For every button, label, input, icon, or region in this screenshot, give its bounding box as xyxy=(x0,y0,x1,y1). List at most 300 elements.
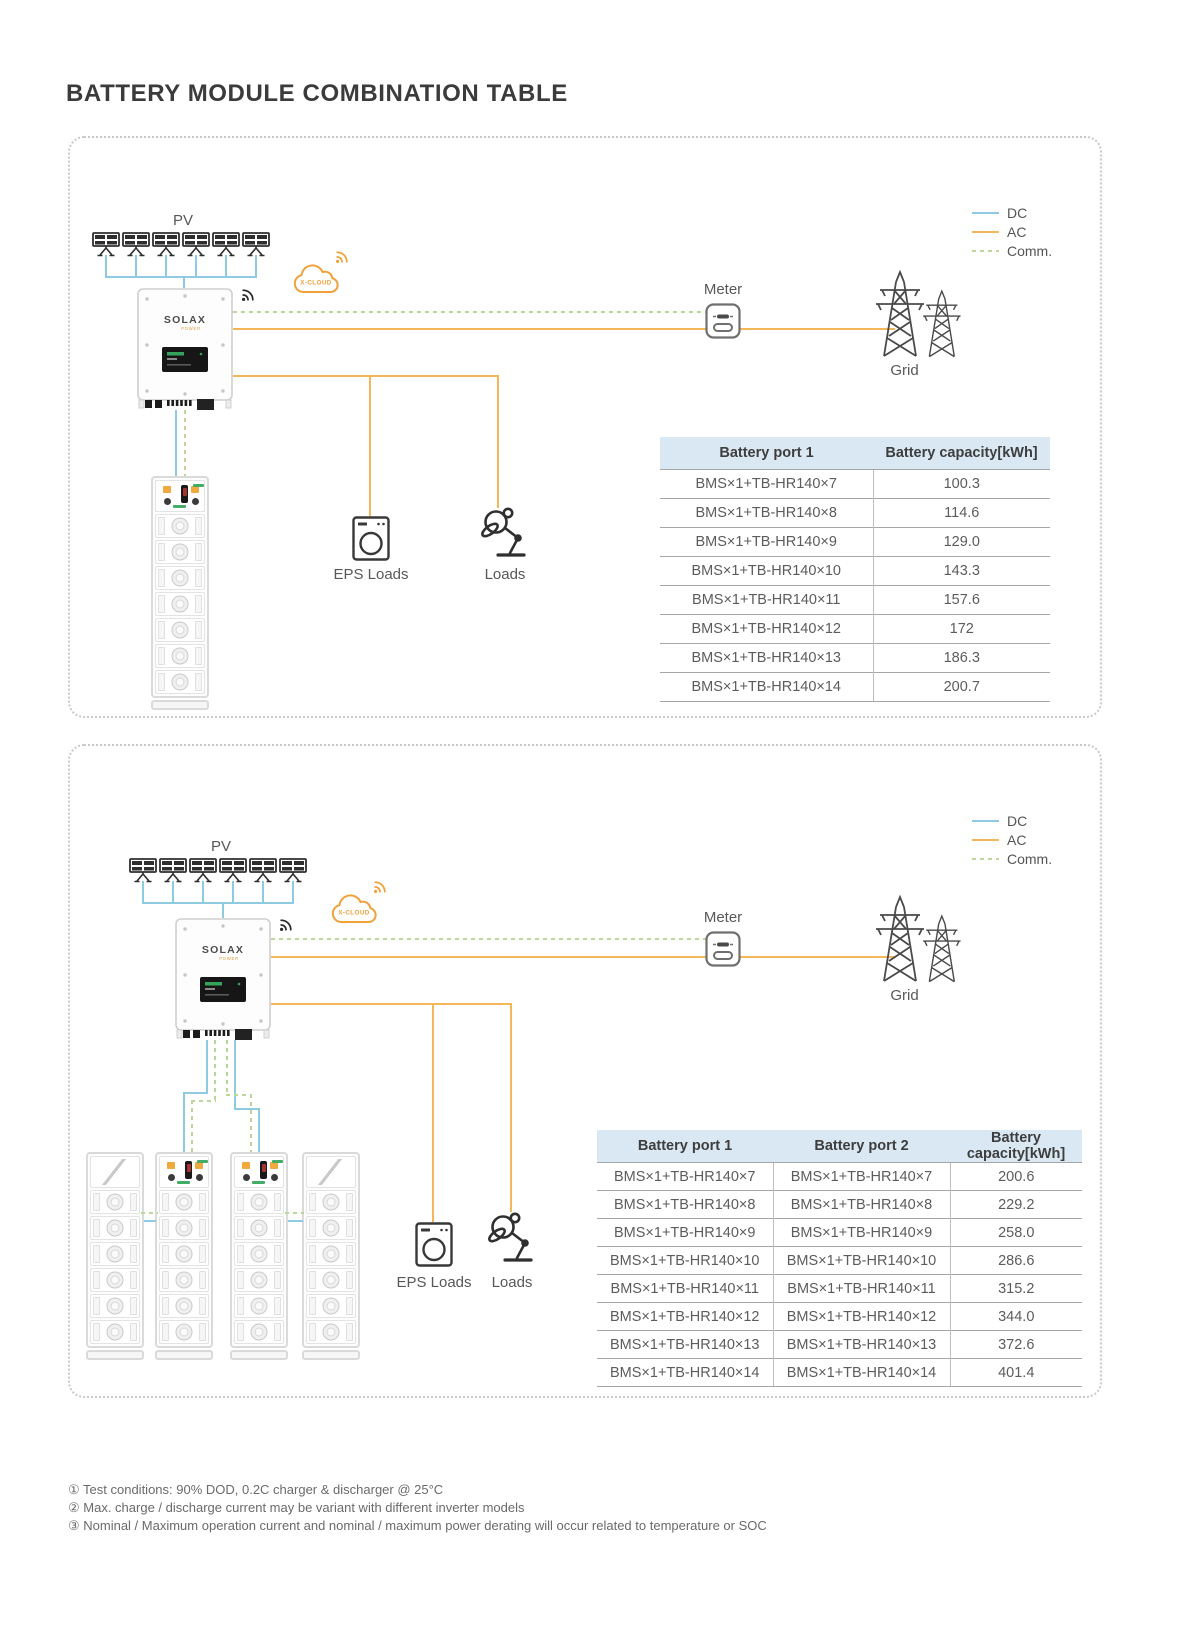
ac-line xyxy=(497,375,499,508)
bms-knob xyxy=(168,1174,175,1181)
bms-switch xyxy=(260,1161,267,1179)
table-cell: BMS×1+TB-HR140×11 xyxy=(597,1275,773,1303)
bms-connector xyxy=(272,1160,283,1163)
bms-button xyxy=(242,1162,250,1169)
dc-line-sample xyxy=(972,820,999,822)
bms-knob xyxy=(164,498,171,505)
table-row xyxy=(660,673,1050,702)
fan-icon xyxy=(251,1246,268,1263)
table-cell: 286.6 xyxy=(950,1247,1082,1275)
loads-label: Loads xyxy=(491,1274,533,1291)
table-cell: 114.6 xyxy=(873,499,1050,528)
rack-base xyxy=(86,1350,144,1360)
pv-panel-icon xyxy=(212,232,240,278)
legend xyxy=(972,206,1052,258)
table-cell: 100.3 xyxy=(873,470,1050,499)
table-cell: BMS×1+TB-HR140×7 xyxy=(773,1163,950,1191)
eps-loads-icon xyxy=(415,1222,453,1272)
table-cell: 200.6 xyxy=(950,1163,1082,1191)
comm-line xyxy=(226,1040,228,1096)
fan-icon xyxy=(172,674,189,691)
table-row xyxy=(597,1331,1082,1359)
ac-line xyxy=(510,1003,512,1212)
module-handle xyxy=(309,1219,316,1237)
battery-module xyxy=(234,1216,284,1240)
battery-combination-table-2 xyxy=(597,1130,1082,1387)
meter-shape xyxy=(705,303,741,339)
bms-button xyxy=(270,1162,278,1169)
table-cell: BMS×1+TB-HR140×14 xyxy=(773,1359,950,1387)
legend-comm-label: Comm. xyxy=(1007,851,1053,867)
module-handle xyxy=(93,1245,100,1263)
module-handle xyxy=(130,1323,137,1341)
table-cell: BMS×1+TB-HR140×13 xyxy=(773,1331,950,1359)
column-header: Battery port 1 xyxy=(597,1130,773,1163)
module-handle xyxy=(274,1193,281,1211)
blank-cap xyxy=(90,1156,140,1188)
module-handle xyxy=(158,595,165,613)
grid-label: Grid xyxy=(890,362,919,379)
battery-module xyxy=(90,1242,140,1266)
module-handle xyxy=(237,1297,244,1315)
battery-module xyxy=(306,1190,356,1214)
module-handle xyxy=(199,1323,206,1341)
table-cell: 372.6 xyxy=(950,1331,1082,1359)
bms-knob xyxy=(243,1174,250,1181)
module-handle xyxy=(237,1219,244,1237)
loads-icon xyxy=(479,505,531,566)
fan-icon xyxy=(323,1220,340,1237)
pv-panel-icon xyxy=(92,232,120,278)
comm-line-sample xyxy=(972,858,999,860)
battery-module xyxy=(155,644,205,668)
fan-icon xyxy=(176,1194,193,1211)
module-handle xyxy=(130,1271,137,1289)
fan-icon xyxy=(172,622,189,639)
module-handle xyxy=(195,673,202,691)
dc-line xyxy=(222,902,224,918)
battery-rack xyxy=(151,476,209,698)
table-cell: BMS×1+TB-HR140×10 xyxy=(597,1247,773,1275)
ac-line xyxy=(271,1003,512,1005)
comm-line xyxy=(184,410,186,476)
table-cell: 344.0 xyxy=(950,1303,1082,1331)
washing-machine-shape xyxy=(415,1222,453,1267)
table-row xyxy=(660,528,1050,557)
table-row xyxy=(660,557,1050,586)
module-handle xyxy=(274,1323,281,1341)
table-row xyxy=(660,586,1050,615)
table-cell: BMS×1+TB-HR140×8 xyxy=(773,1191,950,1219)
blank-cap xyxy=(306,1156,356,1188)
battery-module xyxy=(159,1242,209,1266)
battery-stack xyxy=(86,1152,144,1360)
bms-connector xyxy=(177,1181,190,1184)
module-handle xyxy=(130,1193,137,1211)
module-handle xyxy=(195,517,202,535)
dc-line xyxy=(144,1220,156,1222)
battery-rack xyxy=(230,1152,288,1348)
ac-line xyxy=(271,956,895,958)
fan-icon xyxy=(251,1324,268,1341)
fan-icon xyxy=(107,1246,124,1263)
battery-module xyxy=(155,592,205,616)
bms-switch xyxy=(181,485,188,503)
table-cell: 129.0 xyxy=(873,528,1050,557)
table-cell: 315.2 xyxy=(950,1275,1082,1303)
inverter-shape xyxy=(175,918,271,1040)
table-cell: 172 xyxy=(873,615,1050,644)
pv-label: PV xyxy=(210,838,231,855)
pv-panel-icon xyxy=(122,232,150,278)
battery-module xyxy=(155,566,205,590)
fan-icon xyxy=(172,570,189,587)
battery-module xyxy=(159,1320,209,1344)
table-cell: 258.0 xyxy=(950,1219,1082,1247)
inverter xyxy=(137,288,233,415)
rack-base xyxy=(151,700,209,710)
module-handle xyxy=(309,1297,316,1315)
meter-icon xyxy=(705,931,741,972)
grid-icon xyxy=(870,891,970,992)
fan-icon xyxy=(251,1220,268,1237)
battery-module xyxy=(306,1242,356,1266)
dc-line xyxy=(234,1040,236,1110)
module-handle xyxy=(346,1193,353,1211)
legend-ac xyxy=(972,833,1052,847)
module-handle xyxy=(199,1193,206,1211)
table-row xyxy=(660,615,1050,644)
table-row xyxy=(660,644,1050,673)
table-row xyxy=(597,1219,1082,1247)
bms-button xyxy=(167,1162,175,1169)
eps-loads-label: EPS Loads xyxy=(396,1274,472,1291)
inverter-brand: SOLAX xyxy=(201,944,245,956)
battery-module xyxy=(234,1190,284,1214)
ac-line xyxy=(369,375,371,516)
table-row xyxy=(660,499,1050,528)
svg-text:X-CLOUD: X-CLOUD xyxy=(300,279,332,287)
inverter-shape xyxy=(137,288,233,410)
dc-line xyxy=(258,1108,260,1152)
table-row xyxy=(597,1163,1082,1191)
legend-comm-label: Comm. xyxy=(1007,243,1053,259)
bms-connector xyxy=(193,484,204,487)
battery-stack xyxy=(151,476,209,710)
inverter-brand: SOLAX xyxy=(163,314,207,326)
footnote: ① Test conditions: 90% DOD, 0.2C charger & discharger @ 25°C xyxy=(68,1482,444,1497)
fan-icon xyxy=(176,1272,193,1289)
footnotes xyxy=(68,1481,767,1535)
module-handle xyxy=(346,1245,353,1263)
battery-module xyxy=(234,1320,284,1344)
table-cell: BMS×1+TB-HR140×10 xyxy=(660,557,873,586)
meter-label: Meter xyxy=(703,281,743,298)
meter-label: Meter xyxy=(703,909,743,926)
battery-module xyxy=(234,1268,284,1292)
table-cell: BMS×1+TB-HR140×7 xyxy=(597,1163,773,1191)
module-handle xyxy=(162,1271,169,1289)
pv-panel-icon xyxy=(182,232,210,278)
rack-base xyxy=(230,1350,288,1360)
legend-dc-label: DC xyxy=(1007,813,1028,829)
pv-panel-icon xyxy=(189,858,217,904)
wifi-waves xyxy=(334,249,350,265)
loads-icon xyxy=(486,1210,538,1271)
module-handle xyxy=(158,647,165,665)
dc-line xyxy=(183,1092,208,1094)
battery-module xyxy=(155,540,205,564)
grid-towers xyxy=(870,266,970,362)
wifi-waves xyxy=(372,879,388,895)
table-header-row xyxy=(660,437,1050,470)
module-handle xyxy=(162,1193,169,1211)
battery-module xyxy=(155,670,205,694)
battery-module xyxy=(155,618,205,642)
table-cell: 200.7 xyxy=(873,673,1050,702)
table-cell: BMS×1+TB-HR140×12 xyxy=(597,1303,773,1331)
bms-knob xyxy=(196,1174,203,1181)
fan-icon xyxy=(251,1272,268,1289)
bms-unit xyxy=(159,1156,209,1188)
fan-icon xyxy=(107,1220,124,1237)
bms-connector xyxy=(197,1160,208,1163)
battery-rack xyxy=(302,1152,360,1348)
battery-module xyxy=(155,514,205,538)
pv-panel-icon xyxy=(219,858,247,904)
inverter xyxy=(175,918,271,1045)
table-cell: BMS×1+TB-HR140×13 xyxy=(597,1331,773,1359)
battery-rack xyxy=(86,1152,144,1348)
bms-button xyxy=(163,486,171,493)
page-title: BATTERY MODULE COMBINATION TABLE xyxy=(66,80,568,107)
table-header-row xyxy=(597,1130,1082,1163)
table-cell: BMS×1+TB-HR140×9 xyxy=(773,1219,950,1247)
module-handle xyxy=(158,517,165,535)
legend-ac-label: AC xyxy=(1007,224,1027,240)
fan-icon xyxy=(323,1194,340,1211)
module-handle xyxy=(237,1245,244,1263)
wifi-icon xyxy=(240,287,256,308)
module-handle xyxy=(195,621,202,639)
loads-label: Loads xyxy=(484,566,526,583)
column-header: Battery port 2 xyxy=(773,1130,950,1163)
module-handle xyxy=(199,1219,206,1237)
battery-module xyxy=(306,1268,356,1292)
wifi-waves xyxy=(240,287,256,303)
table-row xyxy=(597,1359,1082,1387)
table-cell: 401.4 xyxy=(950,1359,1082,1387)
module-handle xyxy=(130,1245,137,1263)
module-handle xyxy=(195,595,202,613)
legend-dc xyxy=(972,206,1052,220)
table-cell: BMS×1+TB-HR140×9 xyxy=(597,1219,773,1247)
lamp-shape xyxy=(479,505,531,561)
bms-unit xyxy=(155,480,205,512)
dc-line xyxy=(234,1108,260,1110)
module-handle xyxy=(93,1323,100,1341)
battery-module xyxy=(90,1320,140,1344)
footnote: ③ Nominal / Maximum operation current and nominal / maximum power derating will occur related to temperature or SOC xyxy=(68,1518,767,1533)
module-handle xyxy=(309,1193,316,1211)
table-cell: BMS×1+TB-HR140×11 xyxy=(660,586,873,615)
battery-module xyxy=(306,1320,356,1344)
bms-button xyxy=(195,1162,203,1169)
battery-stack xyxy=(155,1152,213,1360)
fan-icon xyxy=(107,1324,124,1341)
module-handle xyxy=(93,1271,100,1289)
module-handle xyxy=(274,1245,281,1263)
lamp-shape xyxy=(486,1210,538,1266)
module-handle xyxy=(346,1271,353,1289)
dc-line xyxy=(183,1092,185,1152)
comm-line xyxy=(250,1094,252,1152)
ac-line-sample xyxy=(972,231,999,233)
module-handle xyxy=(274,1271,281,1289)
battery-module xyxy=(306,1294,356,1318)
rack-base xyxy=(302,1350,360,1360)
table-cell: BMS×1+TB-HR140×13 xyxy=(660,644,873,673)
battery-module xyxy=(90,1268,140,1292)
battery-module xyxy=(234,1294,284,1318)
fan-icon xyxy=(176,1246,193,1263)
table-cell: BMS×1+TB-HR140×7 xyxy=(660,470,873,499)
fan-icon xyxy=(107,1272,124,1289)
module-handle xyxy=(346,1219,353,1237)
table-row xyxy=(597,1247,1082,1275)
table-row xyxy=(597,1303,1082,1331)
grid-label: Grid xyxy=(890,987,919,1004)
module-handle xyxy=(237,1323,244,1341)
module-handle xyxy=(93,1193,100,1211)
comm-line xyxy=(191,1100,193,1152)
battery-module xyxy=(234,1242,284,1266)
table-row xyxy=(597,1275,1082,1303)
table-cell: BMS×1+TB-HR140×11 xyxy=(773,1275,950,1303)
module-handle xyxy=(309,1323,316,1341)
fan-icon xyxy=(172,544,189,561)
module-handle xyxy=(158,621,165,639)
column-header: Battery port 1 xyxy=(660,437,873,470)
module-handle xyxy=(162,1297,169,1315)
column-header: Battery capacity[kWh] xyxy=(873,437,1050,470)
table-cell: BMS×1+TB-HR140×14 xyxy=(660,673,873,702)
table-cell: 143.3 xyxy=(873,557,1050,586)
battery-stack xyxy=(302,1152,360,1360)
module-handle xyxy=(309,1245,316,1263)
fan-icon xyxy=(172,648,189,665)
module-handle xyxy=(158,673,165,691)
legend-ac xyxy=(972,225,1052,239)
ac-line-sample xyxy=(972,839,999,841)
table-cell: 186.3 xyxy=(873,644,1050,673)
wifi-icon xyxy=(278,917,294,938)
dc-line xyxy=(206,1040,208,1094)
module-handle xyxy=(130,1219,137,1237)
module-handle xyxy=(158,569,165,587)
comm-line xyxy=(285,1212,304,1214)
battery-module xyxy=(90,1216,140,1240)
module-handle xyxy=(274,1219,281,1237)
module-handle xyxy=(195,543,202,561)
module-handle xyxy=(195,647,202,665)
fan-icon xyxy=(323,1246,340,1263)
battery-module xyxy=(90,1190,140,1214)
eps-loads-icon xyxy=(352,516,390,566)
pv-panel-icon xyxy=(279,858,307,904)
battery-module xyxy=(90,1294,140,1318)
module-handle xyxy=(346,1323,353,1341)
wifi-icon xyxy=(334,249,350,270)
comm-line xyxy=(214,1040,216,1102)
battery-module xyxy=(159,1268,209,1292)
bms-connector xyxy=(173,505,186,508)
washing-machine-shape xyxy=(352,516,390,561)
table-cell: BMS×1+TB-HR140×8 xyxy=(597,1191,773,1219)
comm-line xyxy=(226,1094,252,1096)
table-row xyxy=(660,470,1050,499)
module-handle xyxy=(195,569,202,587)
legend-ac-label: AC xyxy=(1007,832,1027,848)
ac-line xyxy=(233,328,895,330)
module-handle xyxy=(274,1297,281,1315)
module-handle xyxy=(93,1219,100,1237)
dc-line-sample xyxy=(972,212,999,214)
module-handle xyxy=(199,1245,206,1263)
module-handle xyxy=(199,1297,206,1315)
rack-base xyxy=(155,1350,213,1360)
battery-module xyxy=(159,1216,209,1240)
legend-dc-label: DC xyxy=(1007,205,1028,221)
table-cell: BMS×1+TB-HR140×12 xyxy=(773,1303,950,1331)
dc-line xyxy=(183,276,185,288)
pv-panel-icon xyxy=(242,232,270,278)
bms-knob xyxy=(271,1174,278,1181)
wifi-waves xyxy=(278,917,294,933)
table-cell: 229.2 xyxy=(950,1191,1082,1219)
battery-module xyxy=(159,1190,209,1214)
fan-icon xyxy=(323,1272,340,1289)
battery-combination-table-1 xyxy=(660,437,1050,702)
grid-icon xyxy=(870,266,970,367)
module-handle xyxy=(162,1245,169,1263)
pv-panel-icon xyxy=(152,232,180,278)
pv-panel-icon xyxy=(129,858,157,904)
table-row xyxy=(597,1191,1082,1219)
fan-icon xyxy=(323,1324,340,1341)
ac-line xyxy=(432,1003,434,1222)
comm-line-sample xyxy=(972,250,999,252)
module-handle xyxy=(158,543,165,561)
meter-icon xyxy=(705,303,741,344)
comm-line xyxy=(271,938,706,940)
pv-panel-icon xyxy=(249,858,277,904)
legend xyxy=(972,814,1052,866)
inverter-brand-sub: POWER xyxy=(219,956,239,961)
table-cell: BMS×1+TB-HR140×14 xyxy=(597,1359,773,1387)
footnote: ② Max. charge / discharge current may be variant with different inverter models xyxy=(68,1500,525,1515)
module-handle xyxy=(199,1271,206,1289)
fan-icon xyxy=(176,1220,193,1237)
fan-icon xyxy=(176,1324,193,1341)
module-handle xyxy=(346,1297,353,1315)
module-handle xyxy=(162,1323,169,1341)
fan-icon xyxy=(251,1298,268,1315)
fan-icon xyxy=(172,596,189,613)
fan-icon xyxy=(107,1298,124,1315)
wifi-icon xyxy=(372,879,388,900)
fan-icon xyxy=(176,1298,193,1315)
